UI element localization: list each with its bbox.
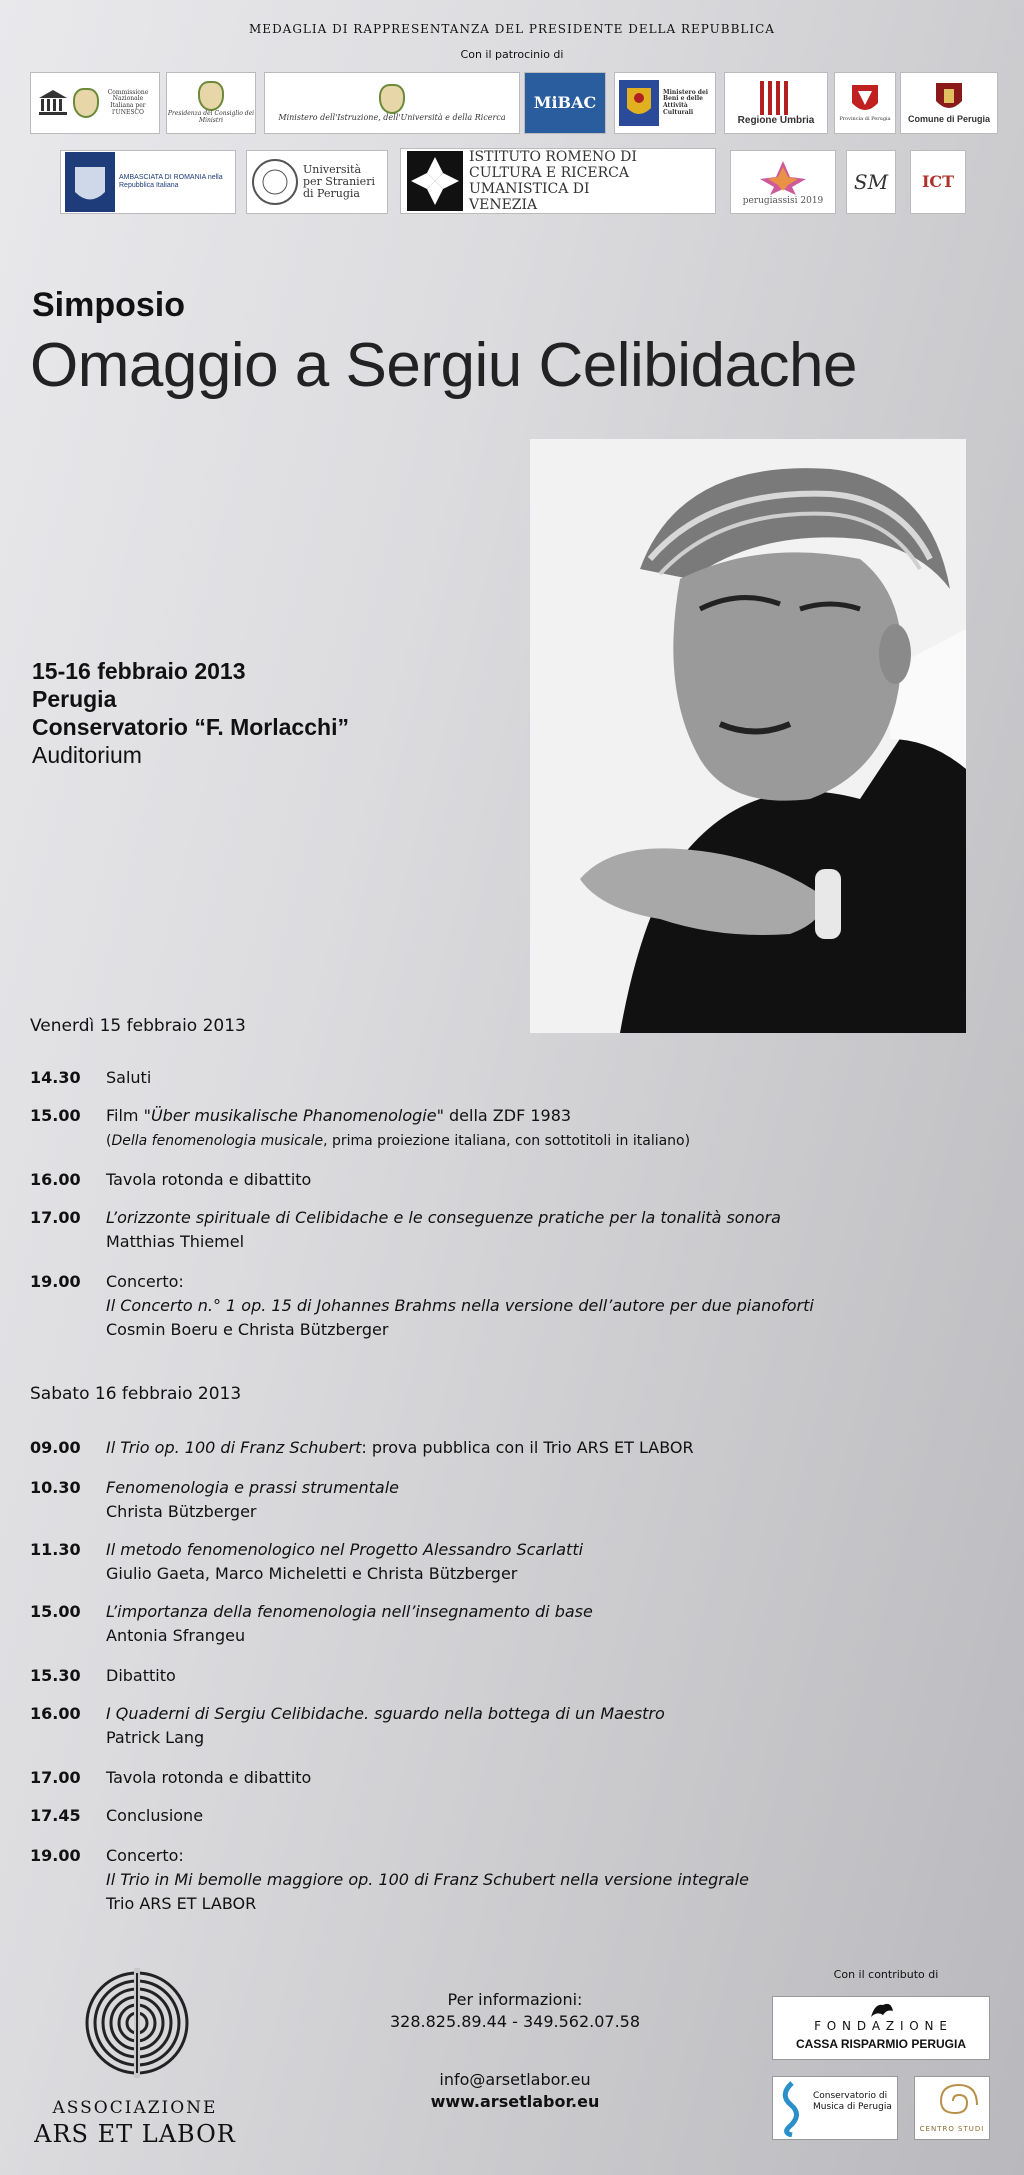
item-title: Concerto: Il Trio in Mi bemolle maggiore op. 100 di Franz Schubert nella versione integrale Trio ARS ET LABOR (106, 1846, 749, 1913)
logo-unesco (30, 72, 160, 134)
item-title: Dibattito (106, 1666, 176, 1685)
labyrinth-logo (82, 1968, 192, 2078)
fondazione-line1: F O N D A Z I O N E (814, 2019, 948, 2033)
italian-emblem-icon (73, 88, 99, 118)
provincia-label: Provincia di Perugia (839, 116, 891, 123)
umbria-label: Regione Umbria (737, 114, 815, 126)
page-subtitle: Simposio (32, 286, 186, 324)
item-time: 17.00 (30, 1768, 81, 1787)
item-time: 11.30 (30, 1540, 81, 1559)
unistrapg-label: Università per Stranieri di Perugia (303, 162, 375, 201)
fondazione-line2: CASSA RISPARMIO PERUGIA (795, 2037, 966, 2051)
presidenza-label: Presidenza del Consiglio dei Ministri (167, 110, 255, 124)
day2-heading: Sabato 16 febbraio 2013 (30, 1384, 242, 1404)
istituto-label: ISTITUTO ROMENO DI CULTURA E RICERCA UMANISTICA DI VENEZIA (469, 148, 637, 214)
provincia-shield-icon (850, 83, 880, 117)
centro-label: CENTRO STUDI (919, 2125, 985, 2133)
item-time: 09.00 (30, 1438, 81, 1457)
phones: 328.825.89.44 - 349.562.07.58 (389, 2012, 641, 2031)
labyrinth-icon (82, 1968, 192, 2078)
logo-perugiassisi (730, 150, 836, 214)
conservatorio-label: Conservatorio di Musica di Perugia (813, 2091, 892, 2112)
item-time: 19.00 (30, 1846, 81, 1865)
celibidache-photo (530, 439, 966, 1033)
contrib-label: Con il contributo di (833, 1968, 939, 1981)
unesco-temple-icon (37, 88, 69, 118)
logo-provincia (834, 72, 896, 134)
item-time: 17.00 (30, 1208, 81, 1227)
logo-fondazione (772, 1996, 990, 2060)
ambasciata-label: AMBASCIATA DI ROMANIA nella Repubblica Italiana (119, 174, 223, 189)
event-venue: Conservatorio “F. Morlacchi” (32, 714, 349, 740)
event-dates: 15-16 febbraio 2013 (32, 658, 246, 684)
item-time: 16.00 (30, 1170, 81, 1189)
item-title: Concerto: Il Concerto n.° 1 op. 15 di Johannes Brahms nella versione dell’autore per due pianoforti Cosmin Boeru e Christa Bützberger (106, 1272, 814, 1339)
item-title: I Quaderni di Sergiu Celibidache. sguardo nella bottega di un Maestro Patrick Lang (106, 1704, 665, 1747)
info-label: Per informazioni: (447, 1990, 583, 2009)
item-title: Saluti (106, 1068, 152, 1087)
portrait-illustration (530, 439, 966, 1033)
istituto-cross-icon (407, 151, 463, 211)
item-title: L’importanza della fenomenologia nell’insegnamento di base Antonia Sfrangeu (106, 1602, 593, 1645)
assoc-line2: ARS ET LABOR (34, 2120, 236, 2148)
comune-shield-icon (934, 81, 964, 115)
logo-miur (264, 72, 520, 134)
logo-ict (910, 150, 966, 214)
sm-label: SM (853, 170, 889, 194)
emblem-icon (379, 84, 405, 114)
comune-label: Comune di Perugia (907, 114, 990, 125)
spiral-icon (925, 2079, 981, 2123)
item-time: 15.30 (30, 1666, 81, 1685)
item-time: 10.30 (30, 1478, 81, 1497)
logo-comune (900, 72, 998, 134)
romanian-coat-icon (619, 80, 659, 126)
item-title: Fenomenologia e prassi strumentale Christa Bützberger (106, 1478, 399, 1521)
umbria-stripes-icon (756, 81, 796, 115)
event-room: Auditorium (32, 742, 142, 768)
logo-unistrapg (246, 150, 388, 214)
day1-heading: Venerdì 15 febbraio 2013 (30, 1016, 246, 1036)
item-title: Tavola rotonda e dibattito (106, 1170, 312, 1189)
patronage-label: Con il patrocinio di (460, 48, 564, 61)
university-seal-icon (251, 158, 299, 206)
logo-regione-umbria (724, 72, 828, 134)
ministry-label: Ministero dei Beni e delle Attività Culturali (663, 88, 709, 116)
logo-centro-studi (914, 2076, 990, 2140)
web-link[interactable]: www.arsetlabor.eu (430, 2092, 600, 2111)
item-time: 14.30 (30, 1068, 81, 1087)
item-title: Il Trio op. 100 di Franz Schubert: prova pubblica con il Trio ARS ET LABOR (106, 1438, 694, 1457)
item-time: 15.00 (30, 1602, 81, 1621)
item-time: 19.00 (30, 1272, 81, 1291)
logo-presidenza (166, 72, 256, 134)
assoc-line1: ASSOCIAZIONE (52, 2098, 218, 2118)
item-time: 15.00 (30, 1106, 81, 1125)
item-title: L’orizzonte spirituale di Celibidache e le conseguenze pratiche per la tonalità sonora Matthias Thiemel (106, 1208, 781, 1251)
emblem-icon (198, 81, 224, 111)
logo-conservatorio (772, 2076, 898, 2140)
perugiassisi-star-icon (758, 157, 808, 197)
perugiassisi-label: perugiassisi 2019 (742, 196, 824, 207)
event-city: Perugia (32, 686, 117, 712)
page-title: Omaggio a Sergiu Celibidache (30, 331, 857, 400)
logo-sm (846, 150, 896, 214)
ict-label: ICT (921, 172, 955, 192)
item-time: 16.00 (30, 1704, 81, 1723)
logo-ambasciata (60, 150, 236, 214)
mibac-label: MiBAC (533, 93, 597, 113)
item-time: 17.45 (30, 1806, 81, 1825)
conservatorio-clef-icon (777, 2081, 807, 2137)
unesco-sub: Commissione Nazionale Italiana per l'UNESCO (107, 88, 149, 116)
email-link[interactable]: info@arsetlabor.eu (439, 2070, 591, 2089)
miur-label: Ministero dell'Istruzione, dell'Università e della Ricerca (278, 112, 506, 122)
logo-romania-ministry (614, 72, 716, 134)
logo-mibac (524, 72, 606, 134)
logo-istituto-romeno (400, 148, 716, 214)
medal-line: MEDAGLIA DI RAPPRESENTANZA DEL PRESIDENTE DELLA REPUBBLICA (249, 22, 775, 36)
griffin-icon (867, 1999, 897, 2019)
item-title: Il metodo fenomenologico nel Progetto Alessandro Scarlatti Giulio Gaeta, Marco Micheletti e Christa Bützberger (106, 1540, 584, 1583)
romania-eagle-icon (65, 152, 115, 212)
item-title: Film "Über musikalische Phanomenologie" della ZDF 1983 (Della fenomenologia musicale, prima proiezione italiana, con sottotitoli in italiano) (106, 1106, 691, 1149)
item-title: Conclusione (106, 1806, 204, 1825)
item-title: Tavola rotonda e dibattito (106, 1768, 312, 1787)
